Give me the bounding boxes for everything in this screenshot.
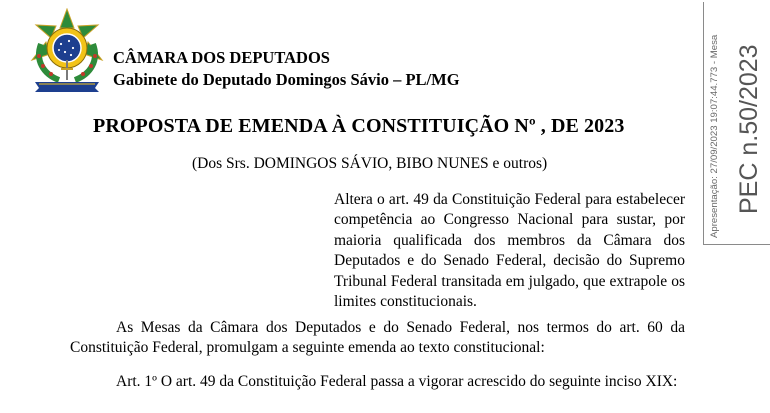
brazil-coat-of-arms-icon <box>29 8 105 92</box>
article-paragraph <box>70 372 685 392</box>
paragraph-text: Art. 1º O art. 49 da Constituição Federal passa a vigorar acrescido do seguinte inciso XIX: <box>116 373 678 390</box>
chamber-name: CÂMARA DOS DEPUTADOS <box>113 48 330 67</box>
paragraph-text: As Mesas da Câmara dos Deputados e do Senado Federal, nos termos do art. 60 da Constituição Federal, promulgam a seguinte emenda ao texto constitucional: <box>70 319 685 357</box>
body-paragraph <box>70 318 685 359</box>
protocol-stamp <box>703 2 770 245</box>
document-title: PROPOSTA DE EMENDA À CONSTITUIÇÃO Nº , DE 2023 <box>93 115 625 137</box>
office-name: Gabinete do Deputado Domingos Sávio – PL/MG <box>113 70 460 89</box>
header <box>113 47 460 91</box>
pec-number: PEC n.50/2023 <box>735 44 763 214</box>
document-summary: Altera o art. 49 da Constituição Federal para estabelecer competência ao Congresso Nacional para sustar, por maioria qualificada dos membros da Câmara dos Deputados e do Senado Federal, decisão do Supremo Tribunal Federal transitada em julgado, que extrapole os limites constitucionais. <box>334 191 685 311</box>
document-authors: (Dos Srs. DOMINGOS SÁVIO, BIBO NUNES e outros) <box>192 155 548 172</box>
presentation-timestamp: Apresentação: 27/09/2023 19:07:44.773 - Mesa <box>709 34 720 238</box>
